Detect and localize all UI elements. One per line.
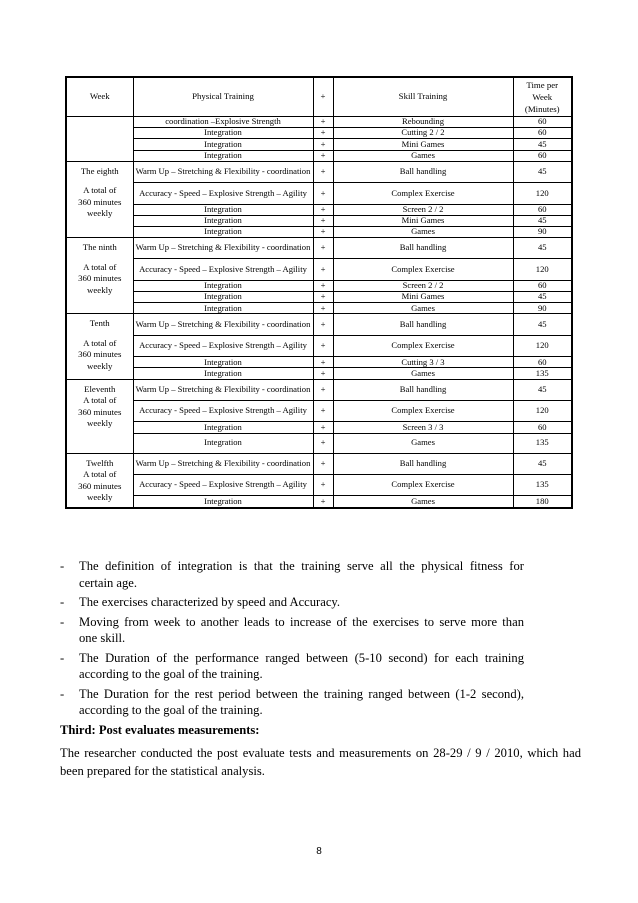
week-cell bbox=[66, 161, 133, 237]
week-line: Twelfth bbox=[86, 457, 114, 468]
header-time-line: Week bbox=[532, 92, 553, 102]
physical-cell: Warm Up – Stretching & Flexibility - coordination bbox=[133, 238, 313, 259]
physical-cell: coordination –Explosive Strength bbox=[133, 117, 313, 128]
week-line: A total of bbox=[83, 261, 117, 272]
physical-cell: Warm Up – Stretching & Flexibility - coordination bbox=[133, 453, 313, 474]
bullet-item bbox=[60, 614, 580, 647]
header-plus: + bbox=[313, 77, 333, 117]
skill-cell: Complex Exercise bbox=[333, 183, 513, 204]
plus-cell: + bbox=[313, 433, 333, 453]
week-line: The eighth bbox=[80, 165, 119, 176]
bullet-item bbox=[60, 594, 580, 611]
table-row bbox=[66, 238, 572, 259]
plus-cell: + bbox=[313, 357, 333, 368]
bullet-text-line: Moving from week to another leads to increase of the exercises to serve more than bbox=[79, 614, 524, 629]
plus-cell: + bbox=[313, 368, 333, 379]
week-line: A total of bbox=[83, 337, 117, 348]
week-line bbox=[69, 254, 131, 262]
physical-cell: Integration bbox=[133, 226, 313, 237]
table-row bbox=[66, 204, 572, 215]
body-paragraph bbox=[60, 745, 581, 780]
week-line: A total of bbox=[83, 395, 117, 406]
table-row bbox=[66, 150, 572, 161]
week-line: weekly bbox=[87, 418, 113, 429]
plus-cell: + bbox=[313, 215, 333, 226]
skill-cell: Ball handling bbox=[333, 314, 513, 335]
time-cell: 120 bbox=[513, 183, 572, 204]
table-row bbox=[66, 280, 572, 291]
plus-cell: + bbox=[313, 292, 333, 303]
table-row bbox=[66, 379, 572, 400]
bullet-text-line: The Duration of the performance ranged between (5-10 second) for each training bbox=[79, 650, 524, 665]
week-line: A total of bbox=[83, 469, 117, 480]
physical-cell: Integration bbox=[133, 496, 313, 508]
time-cell: 45 bbox=[513, 139, 572, 150]
bullet-item bbox=[60, 558, 580, 591]
plus-cell: + bbox=[313, 183, 333, 204]
physical-cell: Integration bbox=[133, 368, 313, 379]
table-row bbox=[66, 474, 572, 495]
bullet-text-line: one skill. bbox=[79, 631, 126, 645]
week-line: Tenth bbox=[89, 318, 110, 329]
week-line: weekly bbox=[87, 284, 113, 295]
week-line: 360 minutes bbox=[78, 273, 122, 284]
time-cell: 45 bbox=[513, 161, 572, 182]
time-cell: 45 bbox=[513, 379, 572, 400]
plus-cell: + bbox=[313, 117, 333, 128]
plus-cell: + bbox=[313, 150, 333, 161]
physical-cell: Integration bbox=[133, 150, 313, 161]
time-cell: 60 bbox=[513, 357, 572, 368]
skill-cell: Complex Exercise bbox=[333, 400, 513, 421]
header-skill-training: Skill Training bbox=[333, 77, 513, 117]
week-line: weekly bbox=[87, 208, 113, 219]
plus-cell: + bbox=[313, 303, 333, 314]
physical-cell: Integration bbox=[133, 139, 313, 150]
skill-cell: Games bbox=[333, 433, 513, 453]
plus-cell: + bbox=[313, 238, 333, 259]
table-row bbox=[66, 496, 572, 508]
time-cell: 45 bbox=[513, 314, 572, 335]
plus-cell: + bbox=[313, 161, 333, 182]
week-line: 360 minutes bbox=[78, 349, 122, 360]
skill-cell: Ball handling bbox=[333, 379, 513, 400]
paragraph-line: The researcher conducted the post evaluate tests and measurements on 28-29 / 9 / 2010, which had bbox=[60, 746, 581, 760]
time-cell: 45 bbox=[513, 453, 572, 474]
physical-cell: Accuracy - Speed – Explosive Strength – Agility bbox=[133, 335, 313, 356]
table-row bbox=[66, 357, 572, 368]
physical-cell: Integration bbox=[133, 280, 313, 291]
time-cell: 135 bbox=[513, 433, 572, 453]
plus-cell: + bbox=[313, 335, 333, 356]
header-time-line: (Minutes) bbox=[524, 104, 560, 114]
week-line bbox=[69, 330, 131, 338]
section-heading: Third: Post evaluates measurements: bbox=[60, 723, 260, 737]
plus-cell: + bbox=[313, 128, 333, 139]
time-cell: 60 bbox=[513, 117, 572, 128]
week-line: weekly bbox=[87, 492, 113, 503]
week-line: 360 minutes bbox=[78, 406, 122, 417]
table-row bbox=[66, 400, 572, 421]
physical-cell: Accuracy - Speed – Explosive Strength – Agility bbox=[133, 183, 313, 204]
header-time-line: Time per bbox=[526, 80, 559, 90]
plus-cell: + bbox=[313, 314, 333, 335]
table-row bbox=[66, 259, 572, 280]
plus-cell: + bbox=[313, 259, 333, 280]
plus-cell: + bbox=[313, 204, 333, 215]
physical-cell: Integration bbox=[133, 422, 313, 433]
week-line: weekly bbox=[87, 360, 113, 371]
training-table-container bbox=[65, 76, 571, 509]
table-row bbox=[66, 117, 572, 128]
time-cell: 135 bbox=[513, 474, 572, 495]
plus-cell: + bbox=[313, 496, 333, 508]
physical-cell: Integration bbox=[133, 292, 313, 303]
table-row bbox=[66, 183, 572, 204]
table-row bbox=[66, 161, 572, 182]
physical-cell: Accuracy - Speed – Explosive Strength – Agility bbox=[133, 400, 313, 421]
physical-cell: Integration bbox=[133, 204, 313, 215]
bullet-dash: - bbox=[60, 614, 65, 629]
time-cell: 60 bbox=[513, 150, 572, 161]
skill-cell: Ball handling bbox=[333, 238, 513, 259]
plus-cell: + bbox=[313, 280, 333, 291]
skill-cell: Complex Exercise bbox=[333, 474, 513, 495]
week-cell bbox=[66, 453, 133, 507]
table-row bbox=[66, 292, 572, 303]
bullet-text-line: The definition of integration is that the training serve all the physical fitness for bbox=[79, 559, 524, 573]
skill-cell: Complex Exercise bbox=[333, 259, 513, 280]
plus-cell: + bbox=[313, 379, 333, 400]
week-cell bbox=[66, 314, 133, 379]
time-cell: 135 bbox=[513, 368, 572, 379]
table-row bbox=[66, 433, 572, 453]
time-cell: 45 bbox=[513, 238, 572, 259]
time-cell: 60 bbox=[513, 422, 572, 433]
bullet-dash: - bbox=[60, 650, 65, 665]
bullet-dash: - bbox=[60, 595, 65, 609]
table-row bbox=[66, 314, 572, 335]
time-cell: 120 bbox=[513, 400, 572, 421]
table-header-row bbox=[66, 77, 572, 117]
skill-cell: Screen 3 / 3 bbox=[333, 422, 513, 433]
skill-cell: Mini Games bbox=[333, 292, 513, 303]
week-cell bbox=[66, 117, 133, 162]
skill-cell: Mini Games bbox=[333, 139, 513, 150]
table-row bbox=[66, 139, 572, 150]
skill-cell: Ball handling bbox=[333, 161, 513, 182]
bullet-dash: - bbox=[60, 686, 65, 701]
physical-cell: Integration bbox=[133, 215, 313, 226]
page-number: 8 bbox=[316, 846, 322, 857]
skill-cell: Cutting 3 / 3 bbox=[333, 357, 513, 368]
skill-cell: Rebounding bbox=[333, 117, 513, 128]
table-row bbox=[66, 368, 572, 379]
header-physical-training: Physical Training bbox=[133, 77, 313, 117]
training-schedule-table bbox=[65, 76, 573, 509]
bullet-text-line: according to the goal of the training. bbox=[79, 703, 263, 717]
skill-cell: Games bbox=[333, 303, 513, 314]
physical-cell: Integration bbox=[133, 128, 313, 139]
physical-cell: Accuracy - Speed – Explosive Strength – Agility bbox=[133, 474, 313, 495]
bullet-list bbox=[60, 558, 580, 722]
table-body bbox=[66, 117, 572, 508]
bullet-text-line: The exercises characterized by speed and Accuracy. bbox=[79, 595, 341, 609]
physical-cell: Warm Up – Stretching & Flexibility - coordination bbox=[133, 314, 313, 335]
time-cell: 60 bbox=[513, 204, 572, 215]
plus-cell: + bbox=[313, 474, 333, 495]
skill-cell: Screen 2 / 2 bbox=[333, 204, 513, 215]
plus-cell: + bbox=[313, 139, 333, 150]
time-cell: 45 bbox=[513, 292, 572, 303]
skill-cell: Cutting 2 / 2 bbox=[333, 128, 513, 139]
physical-cell: Integration bbox=[133, 357, 313, 368]
skill-cell: Mini Games bbox=[333, 215, 513, 226]
time-cell: 60 bbox=[513, 128, 572, 139]
physical-cell: Warm Up – Stretching & Flexibility - coordination bbox=[133, 161, 313, 182]
table-row bbox=[66, 303, 572, 314]
week-cell bbox=[66, 238, 133, 314]
table-row bbox=[66, 335, 572, 356]
time-cell: 120 bbox=[513, 335, 572, 356]
plus-cell: + bbox=[313, 422, 333, 433]
skill-cell: Games bbox=[333, 368, 513, 379]
bullet-text-line: certain age. bbox=[79, 575, 138, 590]
header-week: Week bbox=[66, 77, 133, 117]
week-cell bbox=[66, 379, 133, 453]
bullet-text-line: according to the goal of the training. bbox=[79, 667, 263, 681]
bullet-item bbox=[60, 686, 580, 719]
skill-cell: Games bbox=[333, 150, 513, 161]
time-cell: 180 bbox=[513, 496, 572, 508]
physical-cell: Accuracy - Speed – Explosive Strength – Agility bbox=[133, 259, 313, 280]
time-cell: 120 bbox=[513, 259, 572, 280]
table-row bbox=[66, 226, 572, 237]
table-row bbox=[66, 422, 572, 433]
time-cell: 60 bbox=[513, 280, 572, 291]
time-cell: 90 bbox=[513, 226, 572, 237]
plus-cell: + bbox=[313, 226, 333, 237]
plus-cell: + bbox=[313, 400, 333, 421]
bullet-item bbox=[60, 650, 580, 683]
week-line: Eleventh bbox=[84, 383, 116, 394]
bullet-text-line: The Duration for the rest period between the training ranged between (1-2 second), bbox=[79, 686, 524, 701]
physical-cell: Integration bbox=[133, 433, 313, 453]
header-time-per-week bbox=[513, 77, 572, 117]
table-row bbox=[66, 128, 572, 139]
skill-cell: Games bbox=[333, 496, 513, 508]
time-cell: 90 bbox=[513, 303, 572, 314]
skill-cell: Complex Exercise bbox=[333, 335, 513, 356]
table-row bbox=[66, 215, 572, 226]
week-line: 360 minutes bbox=[78, 480, 122, 491]
skill-cell: Ball handling bbox=[333, 453, 513, 474]
physical-cell: Warm Up – Stretching & Flexibility - coordination bbox=[133, 379, 313, 400]
physical-cell: Integration bbox=[133, 303, 313, 314]
week-line: A total of bbox=[83, 185, 117, 196]
paragraph-line: been prepared for the statistical analysis. bbox=[60, 763, 265, 778]
plus-cell: + bbox=[313, 453, 333, 474]
bullet-dash: - bbox=[60, 559, 65, 573]
table-row bbox=[66, 453, 572, 474]
skill-cell: Screen 2 / 2 bbox=[333, 280, 513, 291]
week-line bbox=[69, 177, 131, 185]
week-line: The ninth bbox=[82, 242, 117, 253]
week-line: 360 minutes bbox=[78, 196, 122, 207]
time-cell: 45 bbox=[513, 215, 572, 226]
skill-cell: Games bbox=[333, 226, 513, 237]
